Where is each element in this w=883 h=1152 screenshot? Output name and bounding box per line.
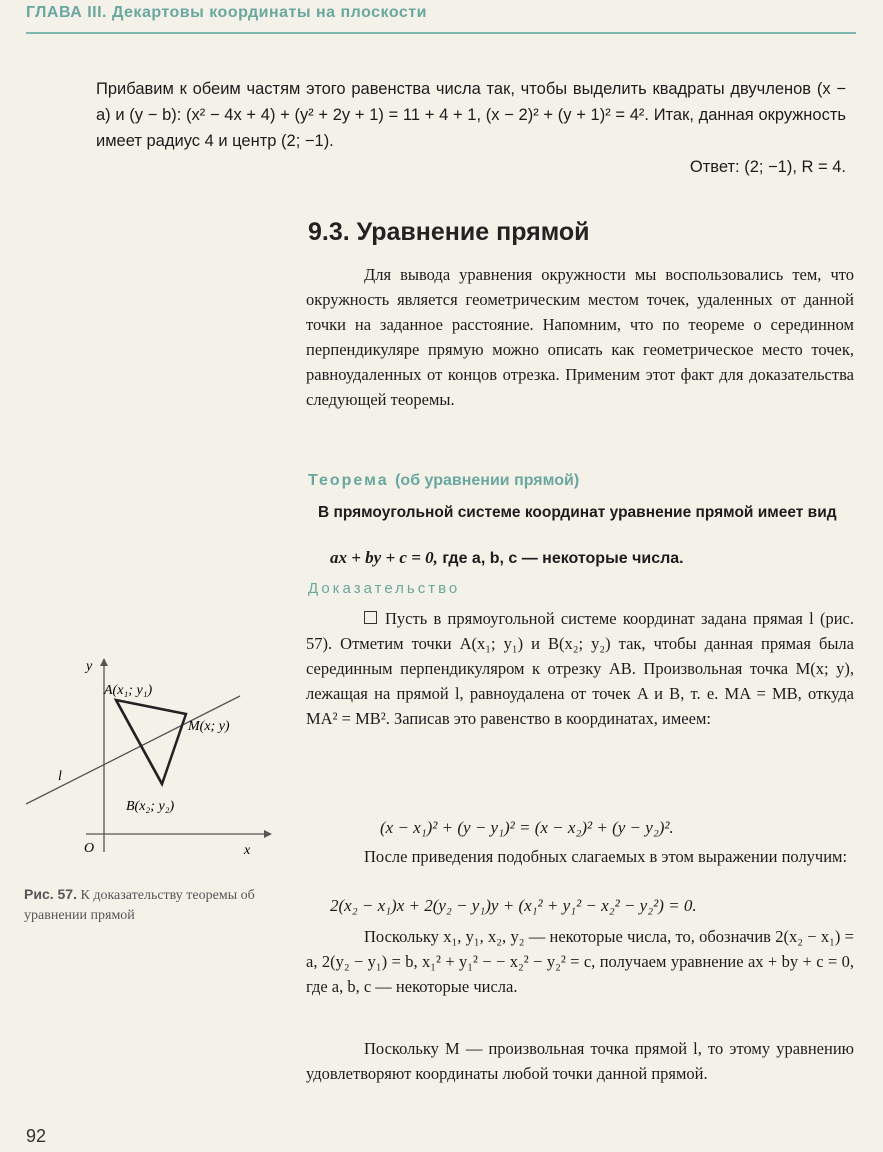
figure-57 [22, 652, 272, 862]
paragraph-2-wrap [306, 606, 854, 731]
paragraph-2-text: Пусть в прямоугольной системе координат задана прямая l (рис. 57). Отметим точки A(x₁; y₁) и B(x₂; y₂) так, чтобы данная прямая была серединным перпендикуляром к отрезку AB. Произвольная точка M(x; y), лежащая на прямой l, равноудалена от точек A и B, т. е. MA = MB, откуда MA² = MB². Записав это равенство в координатах, имеем: [306, 609, 854, 728]
proof-label: Доказательство [308, 580, 461, 597]
label-l: l [58, 769, 62, 784]
paragraph-4-text: Поскольку x₁, y₁, x₂, y₂ — некоторые числа, то, обозначив 2(x₂ − x₁) = a, 2(y₂ − y₁) = b, x₁² + y₁² − − x₂² − y₂² = c, получаем уравнение ax + by + c = 0, где a, b, c — некоторые числа. [306, 927, 854, 996]
section-title: 9.3. Уравнение прямой [308, 218, 590, 246]
paragraph-1 [306, 262, 854, 412]
theorem-formula-tail: где a, b, c — некоторые числа. [442, 550, 684, 567]
triangle-amb [116, 700, 186, 784]
paragraph-5 [306, 1036, 854, 1086]
running-head: ГЛАВА III. Декартовы координаты на плоскости [26, 4, 856, 34]
proof-start-square-icon [364, 611, 377, 624]
page-number: 92 [26, 1126, 47, 1146]
label-o: O [84, 841, 95, 856]
label-a: A(x₁; y₁) [104, 683, 153, 698]
formula-1: (x − x₁)² + (y − y₁)² = (x − x₂)² + (y − y₂)². [380, 818, 674, 837]
y-axis-arrow-icon [100, 658, 108, 666]
paragraph-1-text: Для вывода уравнения окружности мы воспользовались тем, что окружность является геометрическим местом точек, удаленных от данной точки на заданное расстояние. Напомним, что по теореме о серединном перпендикуляре прямую можно описать как геометрическое место точек, равноудаленных от концов отрезка. Применим этот факт для доказательства следующей теоремы. [306, 265, 854, 409]
intro-paragraph: Прибавим к обеим частям этого равенства числа так, чтобы выделить квадраты двучленов (x − a) и (y − b): (x² − 4x + 4) + (y² + 2y + 1) = 11 + 4 + 1, (x − 2)² + (y + 1)² = 4². Итак, данная окружность имеет радиус 4 и центр (2; −1). [96, 80, 846, 150]
x-axis-arrow-icon [264, 830, 272, 838]
figure-caption [24, 884, 274, 926]
theorem-equation: ax + by + c = 0, [330, 548, 438, 567]
theorem-formula [330, 548, 830, 568]
label-y: y [86, 659, 93, 674]
theorem-text: В прямоугольной системе координат уравнение прямой имеет вид [318, 504, 837, 521]
line-l [26, 696, 240, 804]
paragraph-3-text: После приведения подобных слагаемых в этом выражении получим: [364, 847, 848, 866]
theorem-sublabel: (об уравнении прямой) [395, 472, 580, 489]
theorem-label [308, 472, 579, 490]
caption-text: К доказательству теоремы об уравнении прямой [24, 888, 255, 923]
paragraph-2 [306, 606, 854, 731]
intro-text [96, 76, 846, 180]
theorem-label-text: Теорема [308, 472, 389, 489]
label-x: x [244, 843, 251, 858]
paragraph-3 [306, 844, 854, 869]
segment-ab [116, 700, 162, 784]
answer-line: Ответ: (2; −1), R = 4. [689, 158, 846, 176]
label-b: B(x₂; y₂) [126, 799, 175, 814]
paragraph-4 [306, 924, 854, 999]
label-m: M(x; y) [188, 719, 230, 734]
caption-number: Рис. 57. [24, 886, 77, 902]
paragraph-5-text: Поскольку M — произвольная точка прямой l, то этому уравнению удовлетворяют координаты любой точки данной прямой. [306, 1039, 854, 1083]
formula-2: 2(x₂ − x₁)x + 2(y₂ − y₁)y + (x₁² + y₁² − x₂² − y₂²) = 0. [330, 896, 697, 915]
